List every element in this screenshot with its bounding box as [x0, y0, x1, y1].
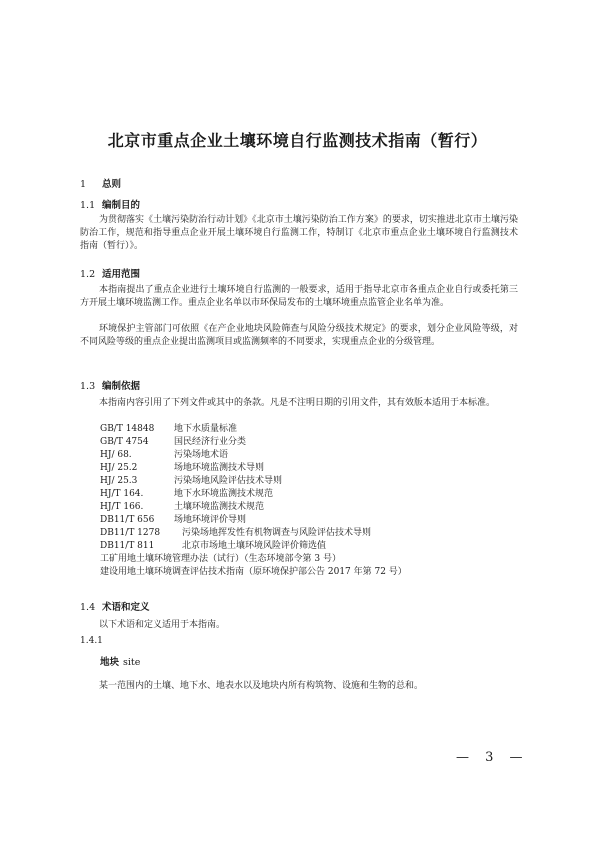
reference-item [100, 527, 407, 540]
reference-list [100, 423, 407, 579]
section-title: 编制依据 [102, 381, 141, 392]
reference-name: 国民经济行业分类 [174, 437, 247, 447]
section-1-4-heading [80, 599, 150, 613]
reference-code: HJ/ 25.2 [100, 463, 138, 473]
reference-name: 土壤环境监测技术规范 [174, 502, 265, 512]
reference-code: GB/T 4754 [100, 437, 149, 447]
reference-item [100, 423, 407, 436]
reference-item [100, 501, 407, 514]
reference-name: 污染场地术语 [174, 450, 229, 460]
reference-item [100, 462, 407, 475]
section-title: 总则 [102, 179, 122, 190]
subsection-number: 1.4.1 [80, 636, 103, 646]
section-1-heading [80, 176, 121, 190]
reference-code: HJ/T 166. [100, 502, 144, 512]
reference-name: 场地环境评价导则 [174, 515, 247, 525]
reference-item [100, 514, 407, 527]
reference-item [100, 566, 407, 579]
reference-item [100, 449, 407, 462]
reference-item [100, 475, 407, 488]
reference-name: 场地环境监测技术导则 [174, 463, 265, 473]
reference-name: 地下水质量标准 [174, 424, 238, 434]
purpose-paragraph: 为贯彻落实《土壤污染防治行动计划》《北京市土壤污染防治工作方案》的要求，切实推进北京市土壤污染防治工作，规范和指导重点企业开展土壤环境自行监测工作，特制订《北京市重点企业土壤环境自行监测技术指南（暂行）》。 [80, 215, 518, 251]
section-1-2-heading [80, 266, 140, 280]
terms-intro-text: 以下术语和定义适用于本指南。 [99, 620, 226, 630]
section-number: 1.2 [80, 269, 96, 280]
section-title: 编制目的 [102, 200, 141, 211]
reference-code: HJ/ 68. [100, 450, 132, 460]
reference-name: 污染场地风险评估技术导则 [174, 476, 283, 486]
reference-code: GB/T 14848 [100, 424, 155, 434]
reference-item [100, 553, 407, 566]
reference-item [100, 436, 407, 449]
term-chinese: 地块 [100, 657, 120, 668]
section-number: 1.4 [80, 602, 96, 613]
reference-code: DB11/T 656 [100, 515, 155, 525]
section-title: 适用范围 [102, 269, 141, 280]
reference-name: 建设用地土壤环境调查评估技术指南（原环境保护部公告 2017 年第 72 号） [100, 567, 407, 577]
section-number: 1 [80, 179, 87, 190]
reference-name: 工矿用地土壤环境管理办法（试行）（生态环境部令第 3 号） [100, 554, 341, 564]
reference-code: HJ/T 164. [100, 489, 144, 499]
section-1-3-heading [80, 378, 140, 392]
page-number: — 3 — [456, 750, 529, 765]
section-1-1-heading [80, 197, 140, 211]
term-heading [100, 654, 140, 668]
reference-name: 污染场地挥发性有机物调查与风险评估技术导则 [182, 528, 372, 538]
document-title: 北京市重点企业土壤环境自行监测技术指南（暂行） [107, 131, 488, 150]
section-number: 1.3 [80, 381, 96, 392]
site-definition: 某一范围内的土壤、地下水、地表水以及地块内所有构筑物、设施和生物的总和。 [99, 681, 424, 691]
reference-item [100, 540, 407, 553]
basis-paragraph: 本指南内容引用了下列文件或其中的条款。凡是不注明日期的引用文件，其有效版本适用于本标准。 [99, 398, 496, 408]
reference-name: 北京市场地土壤环境风险评价筛选值 [182, 541, 327, 551]
reference-code: HJ/ 25.3 [100, 476, 138, 486]
term-english: site [123, 657, 141, 668]
reference-code: DB11/T 811 [100, 541, 155, 551]
section-title: 术语和定义 [102, 602, 150, 613]
section-number: 1.1 [80, 200, 96, 211]
scope-paragraph-2: 环境保护主管部门可依照《在产企业地块风险筛查与风险分级技术规定》的要求，划分企业风险等级，对不同风险等级的重点企业提出监测项目或监测频率的不同要求，实现重点企业的分级管理。 [80, 324, 518, 347]
scope-paragraph-1: 本指南提出了重点企业进行土壤环境自行监测的一般要求，适用于指导北京市各重点企业自行或委托第三方开展土壤环境监测工作。重点企业名单以市环保局发布的土壤环境重点监管企业名单为准。 [80, 285, 518, 308]
reference-name: 地下水环境监测技术规范 [174, 489, 274, 499]
reference-item [100, 488, 407, 501]
reference-code: DB11/T 1278 [100, 528, 161, 538]
